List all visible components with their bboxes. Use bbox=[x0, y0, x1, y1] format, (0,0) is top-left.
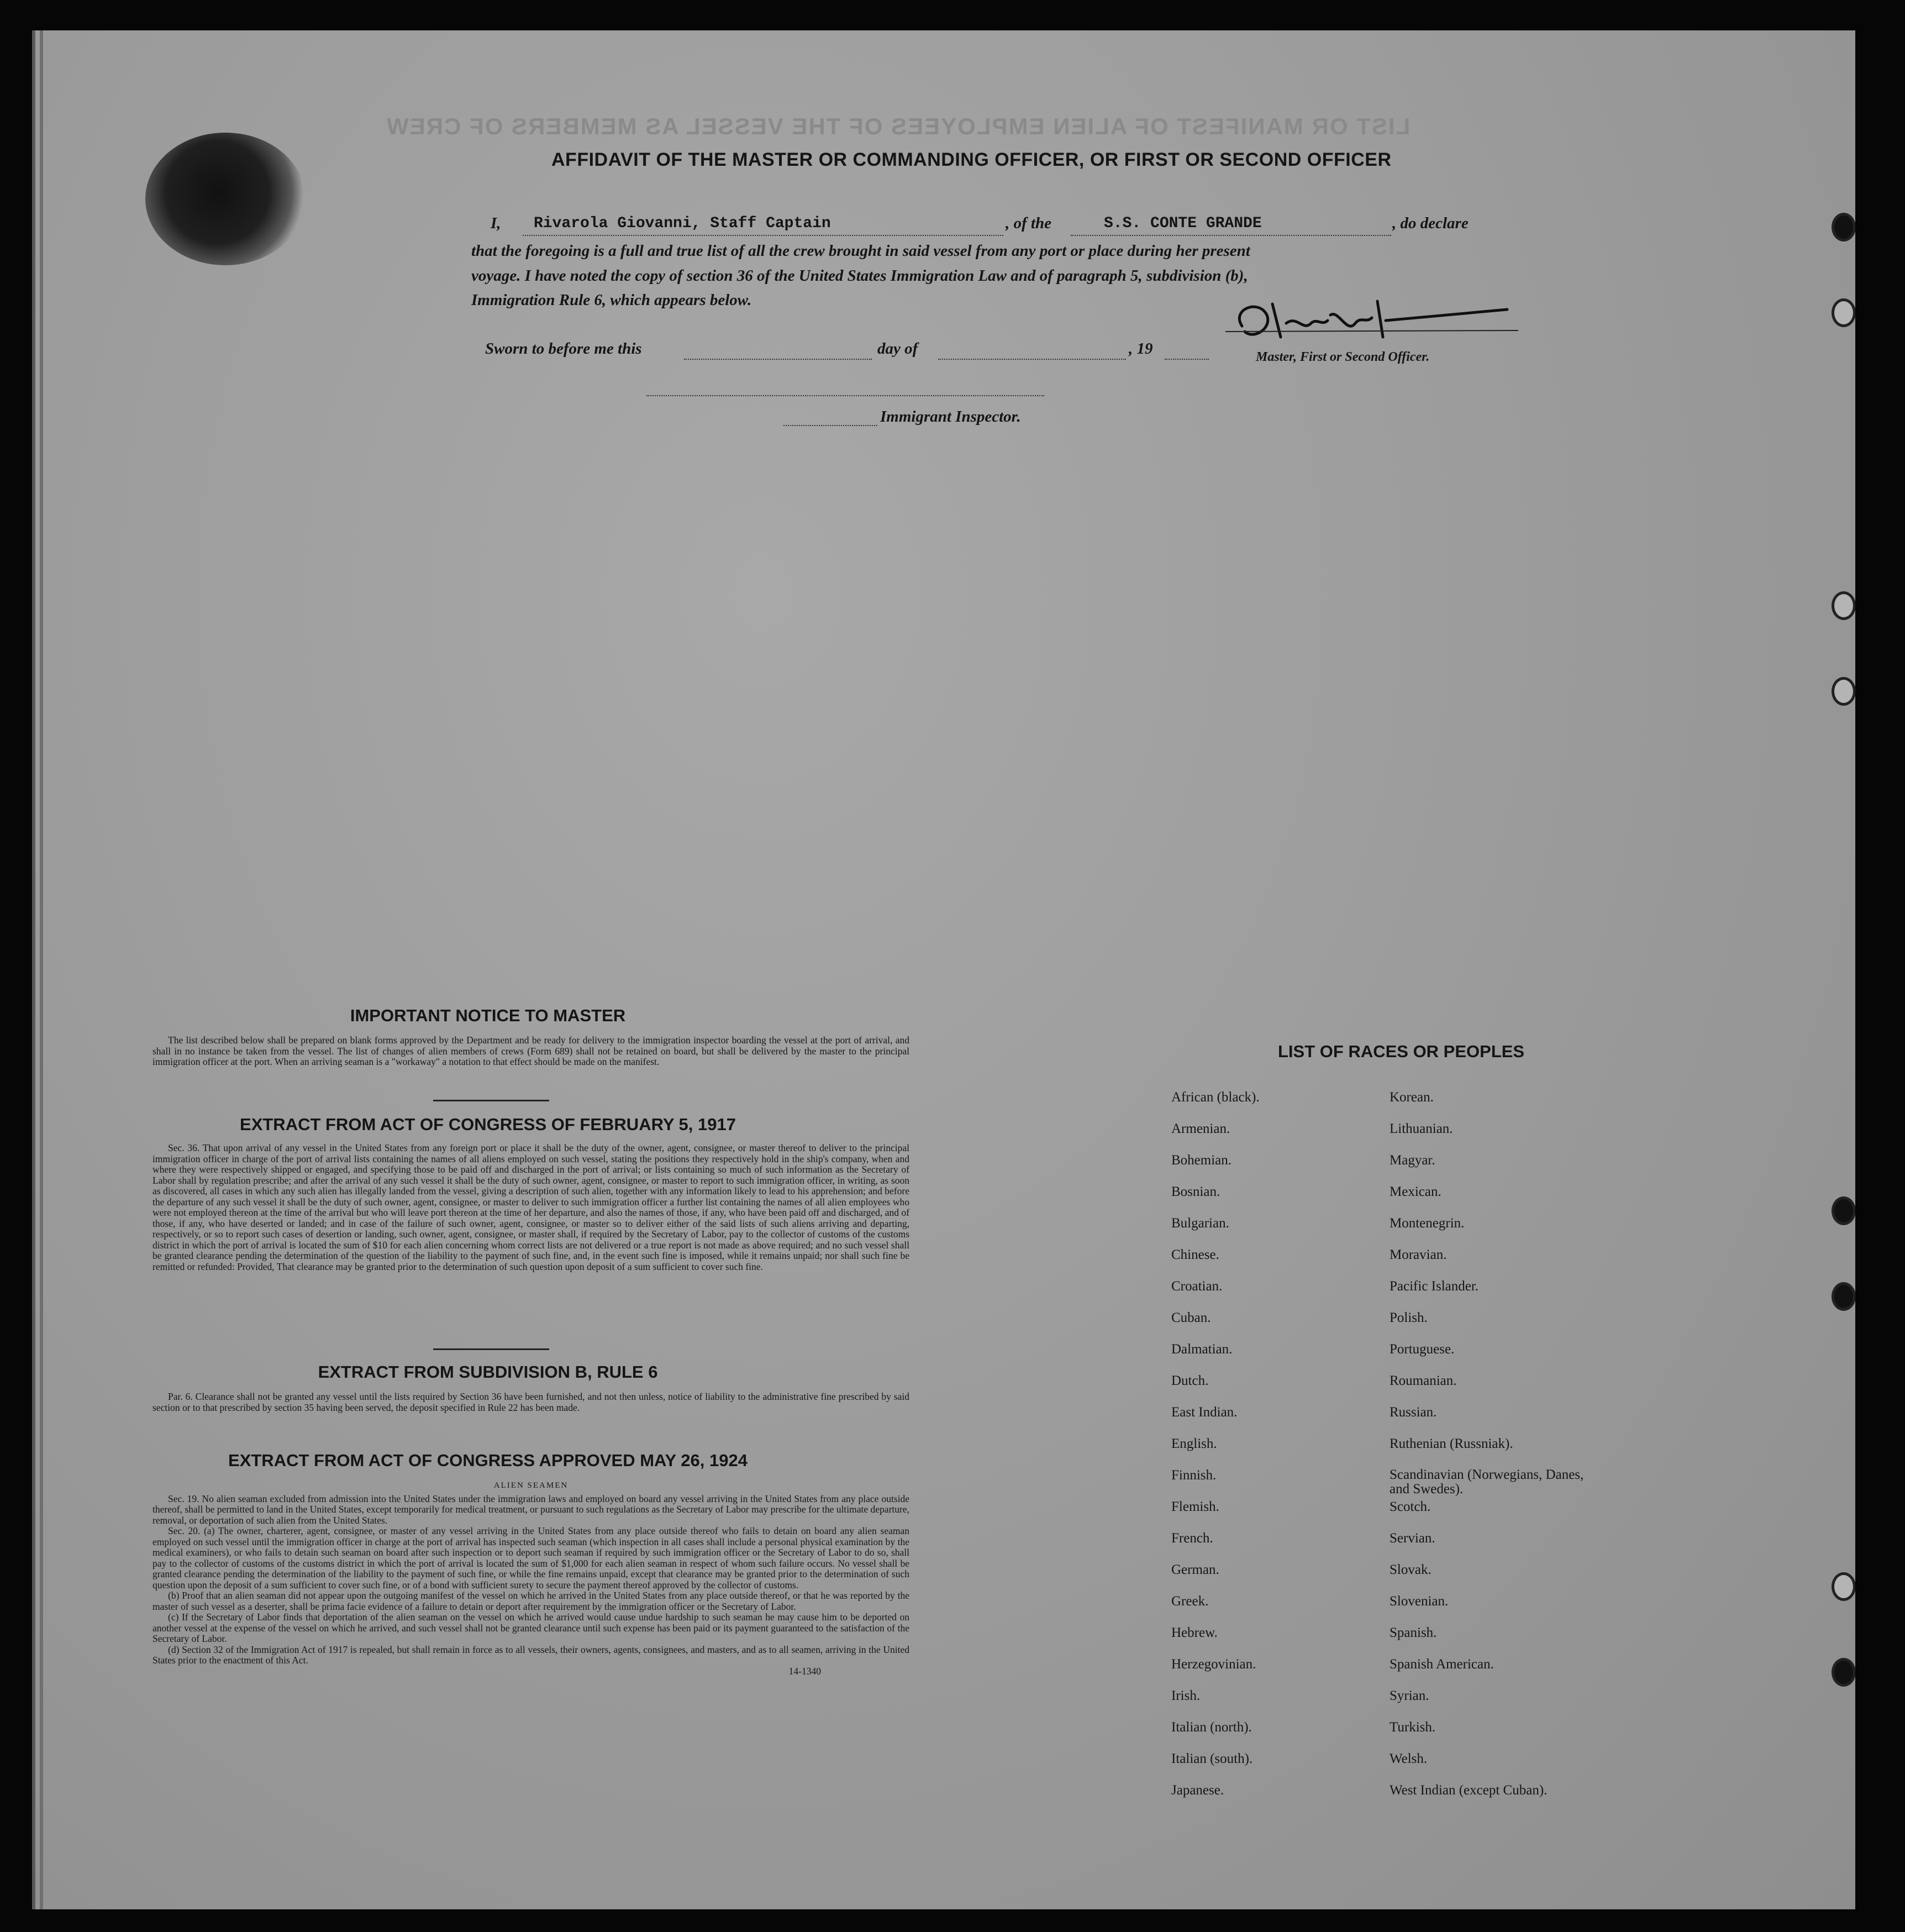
bleed-through-header: LIST OR MANIFEST OF ALIEN EMPLOYEES OF THE VESSEL AS MEMBERS OF CREW bbox=[386, 113, 1411, 139]
binder-hole-icon bbox=[1832, 677, 1855, 706]
race-item: Lithuanian. bbox=[1390, 1121, 1453, 1136]
binder-hole-icon bbox=[1832, 1572, 1855, 1601]
binder-hole-icon bbox=[1832, 1658, 1855, 1687]
extract-rule6-title: EXTRACT FROM SUBDIVISION B, RULE 6 bbox=[318, 1362, 658, 1382]
race-item: French. bbox=[1171, 1531, 1213, 1546]
sec-20c-paragraph: (c) If the Secretary of Labor finds that deportation of the alien seaman on the vessel on which he arrived would cause undue hardship to such seaman he may cause him to be deported on another vessel at the expense of the vessel on which he arrived, and such vessel shall not be granted clearance until such expense has been paid or its payment guaranteed to the satisfaction of the Secretary of Labor. bbox=[152, 1611, 909, 1644]
declarant-field[interactable] bbox=[523, 215, 1003, 236]
day-of-label: day of bbox=[877, 340, 918, 358]
race-item: Greek. bbox=[1171, 1594, 1209, 1609]
race-item: Russian. bbox=[1390, 1405, 1437, 1420]
race-item: Scotch. bbox=[1390, 1499, 1431, 1514]
race-item: Korean. bbox=[1390, 1090, 1434, 1105]
race-item: Italian (north). bbox=[1171, 1720, 1252, 1735]
binder-hole-icon bbox=[1832, 1196, 1855, 1225]
race-item: Servian. bbox=[1390, 1531, 1435, 1546]
sec-19-paragraph: Sec. 19. No alien seaman excluded from admission into the United States under the immigration laws and employed on board any vessel arriving in the United States from any place outside thereof, shall be permitted to land in the United States, except temporarily for medical treatment, or pursuant to such regulations as the Secretary of Labor may prescribe for the ultimate departure, removal, or deportation of such alien from the United States. bbox=[152, 1493, 909, 1526]
race-item: Slovak. bbox=[1390, 1562, 1432, 1577]
race-item: Cuban. bbox=[1171, 1310, 1211, 1325]
signature-label: Master, First or Second Officer. bbox=[1256, 350, 1430, 364]
race-item: West Indian (except Cuban). bbox=[1390, 1783, 1548, 1798]
page-edge bbox=[40, 30, 43, 1909]
race-item: Spanish. bbox=[1390, 1625, 1437, 1640]
race-item: African (black). bbox=[1171, 1090, 1260, 1105]
race-item: Roumanian. bbox=[1390, 1373, 1457, 1388]
race-item: Hebrew. bbox=[1171, 1625, 1218, 1640]
divider bbox=[433, 1100, 549, 1101]
race-item: Turkish. bbox=[1390, 1720, 1436, 1735]
notice-title: IMPORTANT NOTICE TO MASTER bbox=[350, 1006, 626, 1025]
race-item: Dutch. bbox=[1171, 1373, 1209, 1388]
race-item: Welsh. bbox=[1390, 1751, 1428, 1766]
extract-1917-title: EXTRACT FROM ACT OF CONGRESS OF FEBRUARY 5, 1917 bbox=[240, 1115, 736, 1134]
races-title: LIST OF RACES OR PEOPLES bbox=[1278, 1042, 1525, 1061]
race-item: Flemish. bbox=[1171, 1499, 1219, 1514]
binder-hole-icon bbox=[1832, 213, 1855, 242]
race-item: Syrian. bbox=[1390, 1688, 1429, 1703]
alien-seamen-subtitle: ALIEN SEAMEN bbox=[493, 1481, 569, 1490]
sworn-month-field[interactable] bbox=[938, 340, 1126, 360]
affidavit-title: AFFIDAVIT OF THE MASTER OR COMMANDING OFFICER, OR FIRST OR SECOND OFFICER bbox=[551, 149, 1392, 170]
race-item: Dalmatian. bbox=[1171, 1342, 1233, 1357]
race-item: Scandinavian (Norwegians, Danes, and Swedes). bbox=[1390, 1467, 1584, 1497]
sworn-year-field[interactable] bbox=[1165, 340, 1209, 360]
vessel-field[interactable] bbox=[1071, 215, 1391, 236]
race-item: Montenegrin. bbox=[1390, 1216, 1465, 1231]
race-item: Armenian. bbox=[1171, 1121, 1230, 1136]
sworn-label: Sworn to before me this bbox=[485, 340, 642, 358]
race-item: Bosnian. bbox=[1171, 1184, 1220, 1199]
race-item: Magyar. bbox=[1390, 1153, 1435, 1168]
sec-20b-paragraph: (b) Proof that an alien seaman did not appear upon the outgoing manifest of the vessel on which he arrived in the United States from any place outside thereof, or that he was reported by the master of such vessel as a deserter, shall be prima facie evidence of a failure to detain or deport after requirement by the immigration officer or the Secretary of Labor. bbox=[152, 1590, 909, 1612]
extract-1924-text bbox=[152, 1479, 909, 1677]
notice-text bbox=[152, 1035, 909, 1068]
race-item: Italian (south). bbox=[1171, 1751, 1253, 1766]
affidavit-line-2: that the foregoing is a full and true list of all the crew brought in said vessel from any port or place during her present bbox=[471, 242, 1250, 260]
race-item: Ruthenian (Russniak). bbox=[1390, 1436, 1513, 1451]
inspector-signature-field[interactable] bbox=[646, 384, 1044, 396]
form-number: 14-1340 bbox=[788, 1665, 821, 1677]
race-item: Bulgarian. bbox=[1171, 1216, 1229, 1231]
inspector-line bbox=[783, 406, 877, 426]
race-item: Slovenian. bbox=[1390, 1594, 1449, 1609]
race-item: German. bbox=[1171, 1562, 1219, 1577]
affidavit-line-3: voyage. I have noted the copy of section 36 of the United States Immigration Law and of paragraph 5, subdivision (b), bbox=[471, 267, 1248, 285]
race-item: Portuguese. bbox=[1390, 1342, 1455, 1357]
extract-1917-text bbox=[152, 1143, 909, 1272]
do-declare-label: , do declare bbox=[1392, 214, 1469, 232]
affidavit-line-4: Immigration Rule 6, which appears below. bbox=[471, 291, 752, 309]
sworn-day-field[interactable] bbox=[684, 340, 872, 360]
binder-hole-icon bbox=[1832, 591, 1855, 620]
race-item: Spanish American. bbox=[1390, 1657, 1494, 1672]
sec-36-paragraph: Sec. 36. That upon arrival of any vessel in the United States from any foreign port or place it shall be the duty of the owner, agent, consignee, or master thereof to deliver to the principal immigration officer in charge of the port of arrival lists containing the names of all aliens employed on such vessel, stating the positions they respectively hold in the ship's company, when and where they were respectively shipped or engaged, and specifying those to be paid off and discharged in the port of arrival; or lists containing so much of such information as the Secretary of Labor shall by regulation prescribe; and after the arrival of any such vessel it shall be the duty of such owner, agent, consignee, or master to report to such immigration officer, in writing, as soon as discovered, all cases in which any such alien has illegally landed from the vessel, giving a description of such alien, together with any information likely to lead to his apprehension; and before the departure of any such vessel it shall be the duty of such owner, agent, consignee, or master to deliver to such immigration officer a further list containing the names of all alien employees who were not employed thereon at the time of the arrival but who will leave port thereon at the time of her departure, and also the names of those, if any, who have been paid off and discharged, and of those, if any, who have deserted or landed; and in case of the failure of such owner, agent, consignee, or master so to deliver either of the said lists of such aliens arriving and departing, respectively, or so to report such cases of desertion or landing, such owner, agent, consignee, or master shall, if required by the Secretary of Labor, pay to the collector of customs of the customs district in which the port of arrival is located the sum of $10 for each alien concerning whom correct lists are not delivered or a true report is not made as above required; and no such vessel shall be granted clearance pending the determination of the question of the liability to the payment of such fine, and, in the event such fine is imposed, while it remains unpaid; nor shall such fine be remitted or refunded: Provided, That clearance may be granted prior to the determination of such question upon deposit of a sum sufficient to cover such fine. bbox=[152, 1142, 909, 1272]
race-item: East Indian. bbox=[1171, 1405, 1238, 1420]
race-item: Chinese. bbox=[1171, 1247, 1219, 1262]
extract-rule6-text bbox=[152, 1392, 909, 1413]
race-item: Herzegovinian. bbox=[1171, 1657, 1256, 1672]
of-the-label: , of the bbox=[1006, 214, 1051, 232]
race-item: Bohemian. bbox=[1171, 1153, 1232, 1168]
divider bbox=[433, 1348, 549, 1350]
vessel-value: S.S. CONTE GRANDE bbox=[1104, 215, 1262, 232]
declarant-value: Rivarola Giovanni, Staff Captain bbox=[534, 215, 831, 232]
page-edge bbox=[32, 30, 35, 1909]
races-right-column bbox=[1390, 1090, 1611, 1814]
race-item: Moravian. bbox=[1390, 1247, 1447, 1262]
race-item: Polish. bbox=[1390, 1310, 1428, 1325]
binder-hole-icon bbox=[1832, 1282, 1855, 1311]
race-item: English. bbox=[1171, 1436, 1217, 1451]
master-signature bbox=[1220, 293, 1529, 354]
inspector-label: Immigrant Inspector. bbox=[880, 408, 1021, 426]
official-seal-stamp bbox=[145, 133, 306, 265]
sec-20d-paragraph: (d) Section 32 of the Immigration Act of 1917 is repealed, but shall remain in force as to all vessels, their owners, agents, consignees, and masters, and as to all seamen, arriving in the United States prior to the enactment of this Act. bbox=[152, 1644, 909, 1666]
race-item: Pacific Islander. bbox=[1390, 1279, 1479, 1294]
race-item: Japanese. bbox=[1171, 1783, 1224, 1798]
race-item: Mexican. bbox=[1390, 1184, 1441, 1199]
document-page bbox=[32, 30, 1855, 1909]
affidavit-line-1 bbox=[491, 214, 501, 233]
race-item: Croatian. bbox=[1171, 1279, 1223, 1294]
binder-hole-icon bbox=[1832, 298, 1855, 327]
sec-20a-paragraph: Sec. 20. (a) The owner, charterer, agent, consignee, or master of any vessel arriving in the United States from any place outside thereof who fails to detain on board any alien seaman employed on such vessel until the immigration officer in charge at the port of arrival has inspected such seaman (which inspection in all cases shall include a personal physical examination by the medical examiners), or who fails to detain such seaman on board after such inspection or to deport such seaman if required by such immigration officer or the Secretary of Labor to do so, shall pay to the collector of customs of the customs district in which the port of arrival is located the sum of $1,000 for each alien seaman in respect of whom such failure occurs. No vessel shall be granted clearance pending the determination of the liability to the payment of such fine, or while the fine remains unpaid, except that clearance may be granted prior to the determination of such question upon the deposit of a sum sufficient to cover such fine, or of a bond with sufficient surety to secure the payment thereof approved by the collector of customs. bbox=[152, 1525, 909, 1590]
year-prefix: , 19 bbox=[1129, 340, 1153, 358]
race-item: Finnish. bbox=[1171, 1468, 1217, 1483]
notice-paragraph: The list described below shall be prepared on blank forms approved by the Department and be ready for delivery to the immigration inspector boarding the vessel at the port of arrival, and shall in no instance be taken from the vessel. The list of changes of alien members of crews (Form 689) shall not be retained on board, but shall be delivered by the master to the principal immigration officer at the port. When an arriving seaman is a "workaway" a notation to that effect should be made on the manifest. bbox=[152, 1035, 909, 1067]
race-item: Irish. bbox=[1171, 1688, 1201, 1703]
extract-1924-title: EXTRACT FROM ACT OF CONGRESS APPROVED MAY 26, 1924 bbox=[228, 1451, 748, 1470]
par-6-paragraph: Par. 6. Clearance shall not be granted any vessel until the lists required by Section 36 have been furnished, and not then unless, notice of liability to the administrative fine prescribed by said section or to that prescribed by section 35 having been served, the deposit specified in Rule 22 has been made. bbox=[152, 1391, 909, 1413]
i-label: I, bbox=[491, 214, 501, 232]
races-left-column bbox=[1171, 1090, 1260, 1814]
